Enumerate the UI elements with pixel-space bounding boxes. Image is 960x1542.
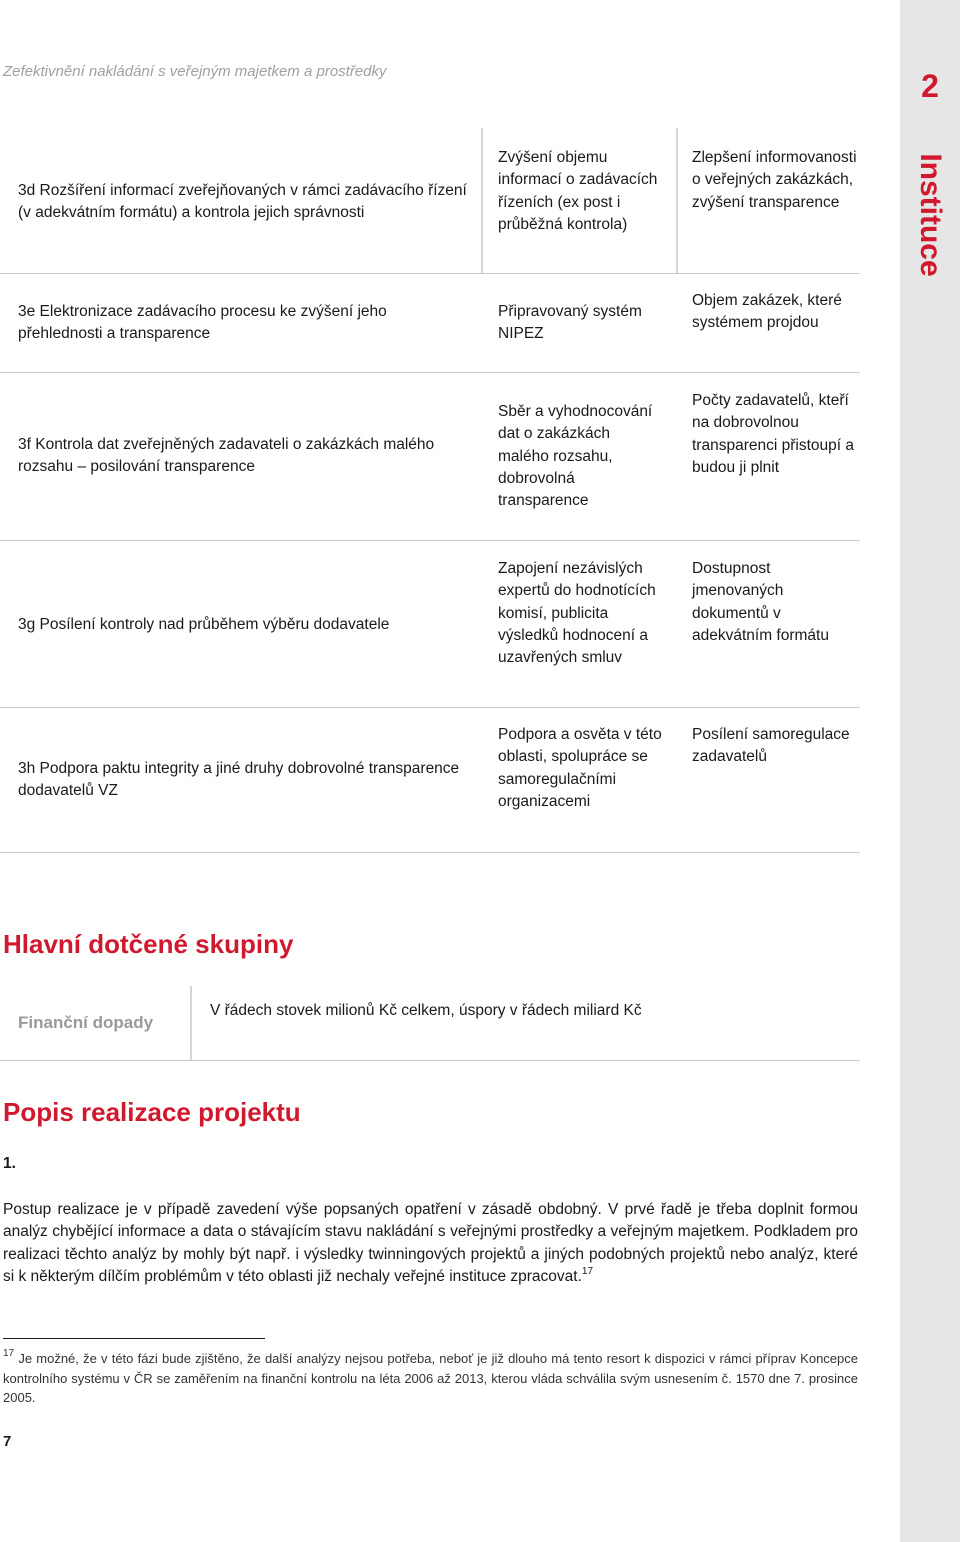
footnote-text: Je možné, že v této fázi bude zjištěno, že další analýzy nejsou potřeba, neboť je již dlouho má tento resort k dispozici v rámci příprav Koncepce kontrolního systému v ČR se zaměřením na finanční kontrolu na léta 2006 až 2013, kterou vláda schválila svým usnesením č. 1570 dne 7. prosince 2005. — [3, 1351, 858, 1406]
paragraph-text: Postup realizace je v případě zavedení výše popsaných opatření v zásadě obdobný. V prvé řadě je třeba doplnit formou analýz chybějící informace a data o stávajícím stavu nakládání s veřejnými prostředky a veřejným majetkem. Podkladem pro realizaci těchto analýz by mohly být např. i výsledky twinningových projektů a jiných podobných projektů nebo analýz, které si k některým dílčím problémům v této oblasti již nechaly veřejné instituce zpracovat. — [3, 1201, 858, 1285]
footnote-reference: 17 — [581, 1265, 594, 1277]
table-row — [0, 274, 860, 373]
indicator-cell: Zlepšení informovanosti o veřejných zakázkách, zvýšení transparence — [692, 149, 857, 211]
indicator-cell: Posílení samoregulace zadavatelů — [692, 726, 850, 766]
running-header: Zefektivnění nakládání s veřejným majetkem a prostředky — [3, 63, 387, 80]
output-cell: Připravovaný systém NIPEZ — [498, 303, 642, 343]
table-row — [0, 128, 860, 274]
footnote-rule — [3, 1338, 265, 1339]
measures-table — [0, 128, 860, 853]
chapter-number: 2 — [921, 68, 939, 104]
financial-label: Finanční dopady — [18, 1013, 154, 1032]
measure-cell: 3e Elektronizace zadávacího procesu ke zvýšení jeho přehlednosti a transparence — [18, 303, 387, 342]
financial-divider — [190, 986, 192, 1060]
chapter-label: Instituce — [914, 153, 947, 277]
column-divider — [676, 128, 678, 273]
output-cell: Zapojení nezávislých expertů do hodnotících komisí, publicita výsledků hodnocení a uzavřených smluv — [498, 560, 656, 667]
financial-value: V řádech stovek milionů Kč celkem, úspory v řádech miliard Kč — [210, 1002, 642, 1019]
chapter-sidebar — [900, 0, 960, 1542]
measure-cell: 3h Podpora paktu integrity a jiné druhy dobrovolné transparence dodavatelů VZ — [18, 760, 460, 799]
realization-heading: Popis realizace projektu — [3, 1097, 301, 1127]
financial-impact-box — [0, 986, 860, 1061]
measure-cell: 3d Rozšíření informací zveřejňovaných v rámci zadávacího řízení (v adekvátním formátu) a kontrola jejich správnosti — [18, 182, 467, 221]
groups-heading: Hlavní dotčené skupiny — [3, 929, 294, 959]
step-number: 1. — [3, 1155, 16, 1172]
footnote-number: 17 — [3, 1348, 15, 1359]
table-row — [0, 541, 860, 708]
measure-cell: 3f Kontrola dat zveřejněných zadavateli o zakázkách malého rozsahu – posilování transparence — [18, 436, 435, 475]
table-row — [0, 373, 860, 541]
footnote — [3, 1349, 858, 1408]
table-row — [0, 708, 860, 853]
realization-paragraph — [3, 1199, 858, 1288]
indicator-cell: Dostupnost jmenovaných dokumentů v adekvátním formátu — [692, 560, 829, 644]
measure-cell: 3g Posílení kontroly nad průběhem výběru dodavatele — [18, 616, 390, 633]
output-cell: Podpora a osvěta v této oblasti, spolupráce se samoregulačními organizacemi — [498, 726, 662, 810]
indicator-cell: Objem zakázek, které systémem projdou — [692, 292, 842, 332]
indicator-cell: Počty zadavatelů, kteří na dobrovolnou transparenci přistoupí a budou ji plnit — [692, 392, 854, 476]
output-cell: Zvýšení objemu informací o zadávacích řízeních (ex post i průběžná kontrola) — [498, 149, 658, 233]
page-number: 7 — [3, 1433, 12, 1450]
output-cell: Sběr a vyhodnocování dat o zakázkách malého rozsahu, dobrovolná transparence — [498, 403, 653, 510]
column-divider — [481, 128, 483, 273]
